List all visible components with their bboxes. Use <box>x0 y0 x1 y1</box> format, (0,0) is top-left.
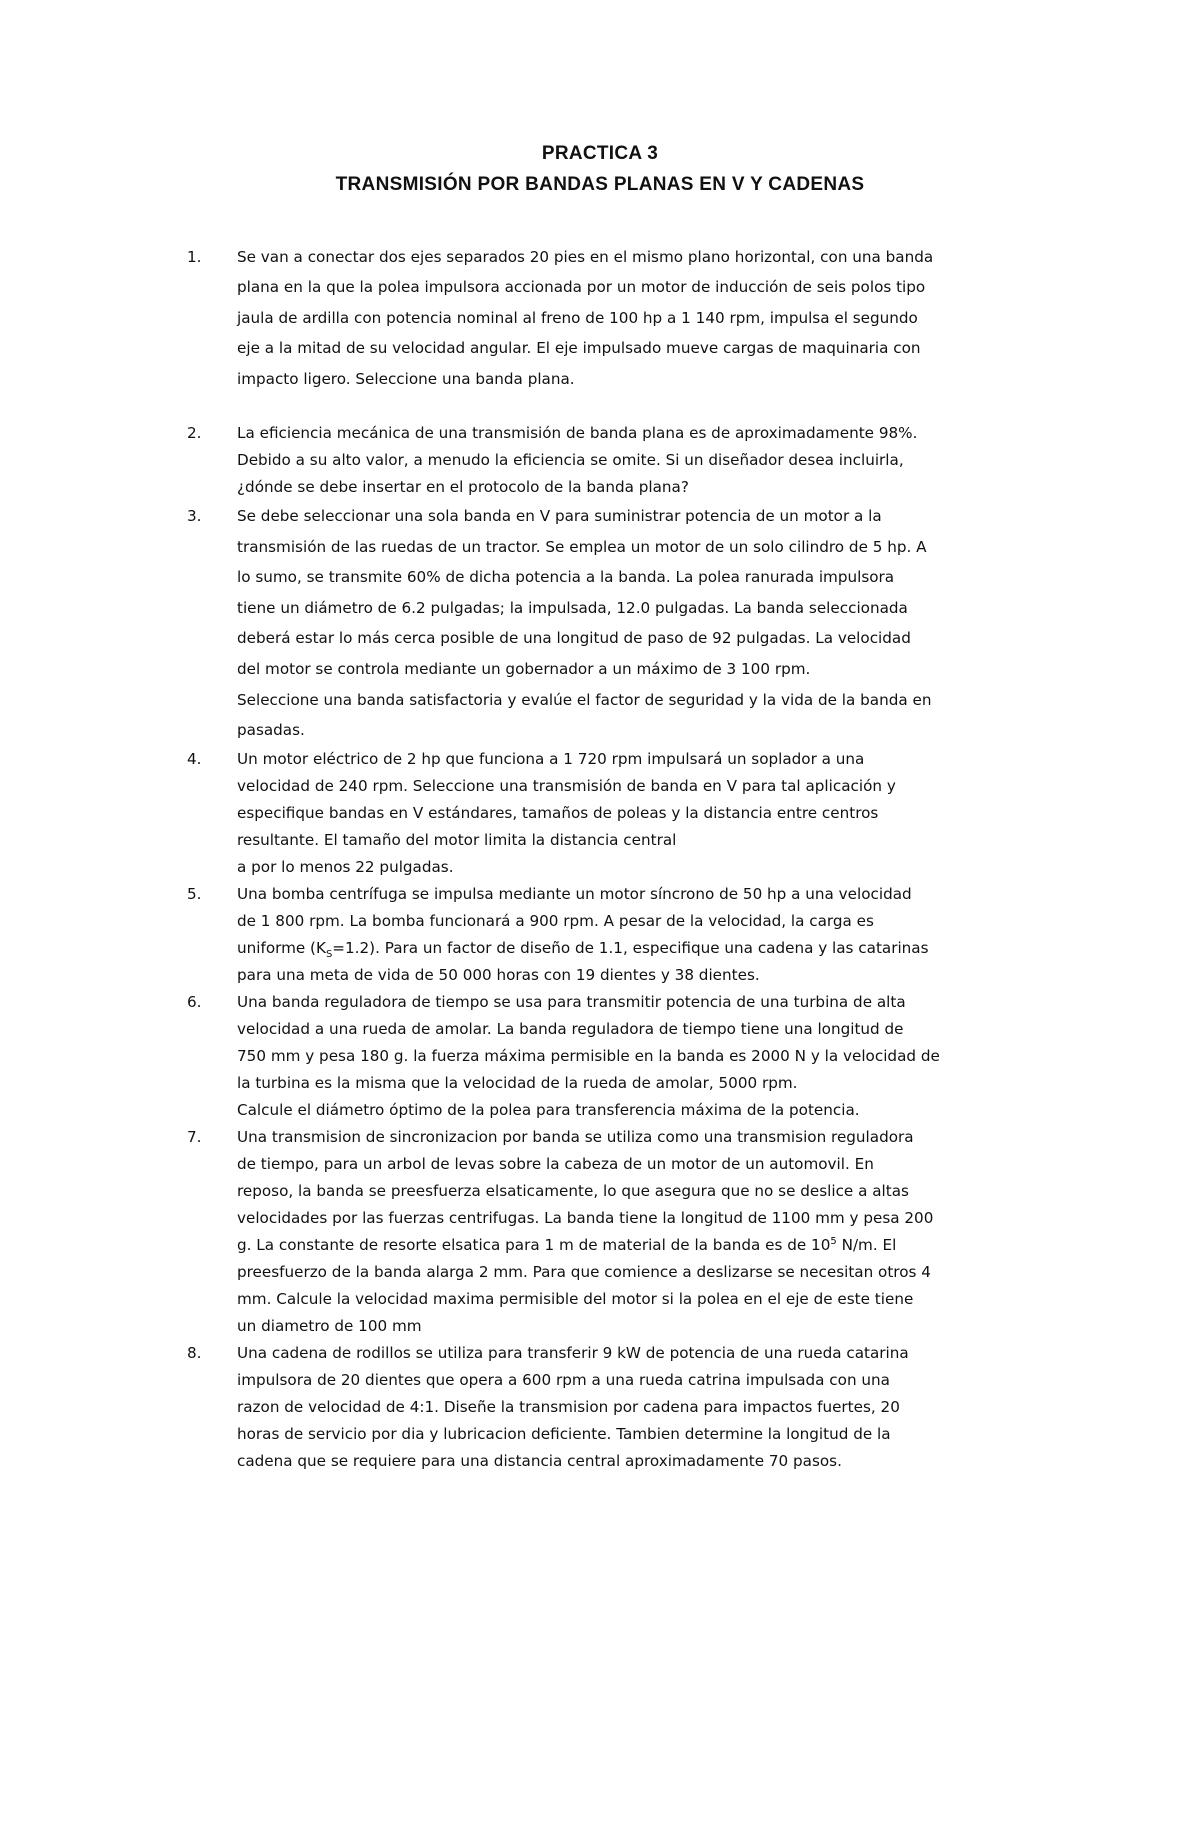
problem-text-line: de tiempo, para un arbol de levas sobre la cabeza de un motor de un automovil. En <box>237 1154 874 1173</box>
problem-text-line: la turbina es la misma que la velocidad de la rueda de amolar, 5000 rpm. <box>237 1073 798 1092</box>
problem-text-line: del motor se controla mediante un gobernador a un máximo de 3 100 rpm. <box>237 660 811 678</box>
problem-text-line: velocidad de 240 rpm. Seleccione una transmisión de banda en V para tal aplicación y <box>237 776 896 795</box>
subscript-prefix: uniforme (K <box>237 938 326 957</box>
problem-list <box>187 242 1037 1475</box>
problem-text-line: resultante. El tamaño del motor limita la distancia central <box>237 830 677 849</box>
problem-text-line: para una meta de vida de 50 000 horas con 19 dientes y 38 dientes. <box>237 965 760 984</box>
problem-text-line: Debido a su alto valor, a menudo la eficiencia se omite. Si un diseñador desea incluirla, <box>237 451 904 470</box>
problem-number: 1. <box>187 248 202 266</box>
problem-number: 4. <box>187 749 202 768</box>
problem-number: 2. <box>187 424 202 443</box>
problem-text-line: Un motor eléctrico de 2 hp que funciona a 1 720 rpm impulsará un soplador a una <box>237 749 865 768</box>
subscript-s: S <box>325 948 333 960</box>
problem-1 <box>187 242 1037 394</box>
problem-number: 6. <box>187 992 202 1011</box>
problem-number: 7. <box>187 1127 202 1146</box>
page-title: PRACTICA 3 <box>541 143 659 164</box>
problem-6 <box>187 989 1037 1124</box>
superscript-5: 5 <box>830 1235 837 1247</box>
superscript-suffix: N/m. El <box>836 1235 897 1254</box>
problem-text-line: impulsora de 20 dientes que opera a 600 rpm a una rueda catrina impulsada con una <box>237 1370 890 1389</box>
problem-text-line: La eficiencia mecánica de una transmisión de banda plana es de aproximadamente 98%. <box>237 424 918 443</box>
problem-number: 8. <box>187 1343 202 1362</box>
problem-text-line: especifique bandas en V estándares, tamaños de poleas y la distancia entre centros <box>237 803 879 822</box>
problem-text-line: Calcule el diámetro óptimo de la polea para transferencia máxima de la potencia. <box>237 1100 860 1119</box>
problem-3 <box>187 501 1037 746</box>
problem-text-line: jaula de ardilla con potencia nominal al freno de 100 hp a 1 140 rpm, impulsa el segundo <box>237 308 918 327</box>
problem-text-line: a por lo menos 22 pulgadas. <box>237 857 454 876</box>
title-block <box>0 138 1200 200</box>
subscript-suffix: =1.2). Para un factor de diseño de 1.1, especifique una cadena y las catarinas <box>332 938 929 957</box>
problem-2 <box>187 420 1037 501</box>
problem-text-line: 750 mm y pesa 180 g. la fuerza máxima permisible en la banda es 2000 N y la velocidad de <box>237 1046 940 1065</box>
problem-text-line: plana en la que la polea impulsora accionada por un motor de inducción de seis polos tipo <box>237 278 926 297</box>
problem-text-line-with-superscript <box>237 1232 1037 1259</box>
problem-text-line: velocidad a una rueda de amolar. La banda reguladora de tiempo tiene una longitud de <box>237 1019 904 1038</box>
problem-text-line: transmisión de las ruedas de un tractor. Se emplea un motor de un solo cilindro de 5 hp. A <box>237 537 927 556</box>
problem-text-line: eje a la mitad de su velocidad angular. El eje impulsado mueve cargas de maquinaria con <box>237 339 921 358</box>
problem-4 <box>187 746 1037 881</box>
problem-text-line: Una transmision de sincronizacion por banda se utiliza como una transmision reguladora <box>237 1127 914 1146</box>
problem-text-line: Una banda reguladora de tiempo se usa para transmitir potencia de una turbina de alta <box>237 992 906 1011</box>
problem-text-line-with-subscript <box>237 935 1037 962</box>
problem-text-line: cadena que se requiere para una distancia central aproximadamente 70 pasos. <box>237 1451 842 1470</box>
problem-text-line: Se van a conectar dos ejes separados 20 pies en el mismo plano horizontal, con una banda <box>237 248 934 266</box>
problem-text-line: velocidades por las fuerzas centrifugas. La banda tiene la longitud de 1100 mm y pesa 200 <box>237 1208 934 1227</box>
problem-number: 3. <box>187 507 202 526</box>
problem-number: 5. <box>187 884 202 903</box>
problem-text-line: Una cadena de rodillos se utiliza para transferir 9 kW de potencia de una rueda catarina <box>237 1343 909 1362</box>
problem-text-line: mm. Calcule la velocidad maxima permisible del motor si la polea en el eje de este tiene <box>237 1289 914 1308</box>
problem-text-line: un diametro de 100 mm <box>237 1316 422 1335</box>
superscript-prefix: g. La constante de resorte elsatica para 1 m de material de la banda es de 10 <box>237 1235 831 1254</box>
problem-text-line: impacto ligero. Seleccione una banda plana. <box>237 369 575 388</box>
problem-7 <box>187 1124 1037 1340</box>
problem-text-line: tiene un diámetro de 6.2 pulgadas; la impulsada, 12.0 pulgadas. La banda seleccionada <box>237 598 908 617</box>
problem-text-line: Se debe seleccionar una sola banda en V para suministrar potencia de un motor a la <box>237 507 882 526</box>
problem-text-line: Seleccione una banda satisfactoria y evalúe el factor de seguridad y la vida de la banda en <box>237 690 932 709</box>
problem-text-line: de 1 800 rpm. La bomba funcionará a 900 rpm. A pesar de la velocidad, la carga es <box>237 911 874 930</box>
problem-text-line: deberá estar lo más cerca posible de una longitud de paso de 92 pulgadas. La velocidad <box>237 629 911 648</box>
problem-text-line: pasadas. <box>237 721 305 740</box>
page-subtitle: TRANSMISIÓN POR BANDAS PLANAS EN V Y CADENAS <box>335 174 865 195</box>
problem-8 <box>187 1340 1037 1475</box>
problem-text-line: lo sumo, se transmite 60% de dicha potencia a la banda. La polea ranurada impulsora <box>237 568 895 587</box>
problem-text-line: preesfuerzo de la banda alarga 2 mm. Para que comience a deslizarse se necesitan otros 4 <box>237 1262 931 1281</box>
problem-text-line: Una bomba centrífuga se impulsa mediante un motor síncrono de 50 hp a una velocidad <box>237 884 912 903</box>
problem-text-line: reposo, la banda se preesfuerza elsaticamente, lo que asegura que no se deslice a altas <box>237 1181 909 1200</box>
problem-text-line: ¿dónde se debe insertar en el protocolo de la banda plana? <box>237 478 689 497</box>
problem-text-line: razon de velocidad de 4:1. Diseñe la transmision por cadena para impactos fuertes, 20 <box>237 1397 900 1416</box>
problem-text-line: horas de servicio por dia y lubricacion deficiente. Tambien determine la longitud de la <box>237 1424 891 1443</box>
problem-5 <box>187 881 1037 989</box>
